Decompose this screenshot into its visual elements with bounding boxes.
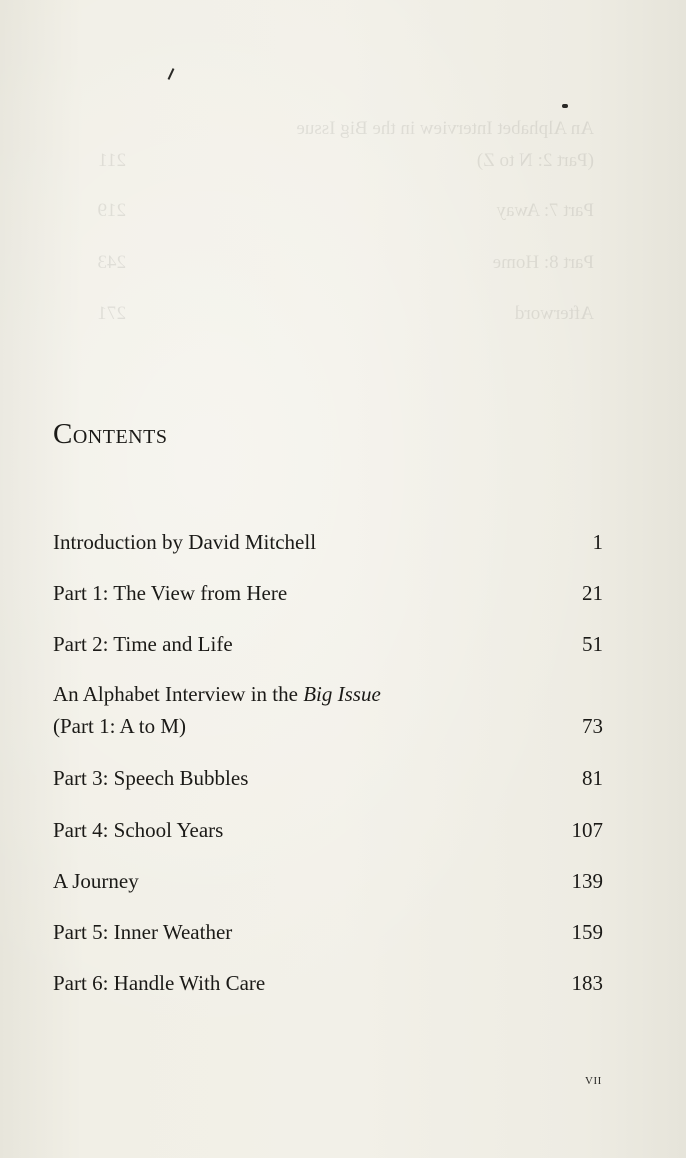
toc-entry-page: 183 xyxy=(571,971,603,995)
toc-entry-page: 159 xyxy=(571,920,603,944)
toc-entry-title: Part 6: Handle With Care xyxy=(53,971,266,995)
toc-entry-title: Part 2: Time and Life xyxy=(53,632,233,656)
toc-entry xyxy=(53,678,603,742)
toc-entry-title: Part 1: The View from Here xyxy=(53,581,288,605)
toc-entry xyxy=(53,967,603,999)
ink-speck xyxy=(168,68,175,80)
ink-speck xyxy=(562,104,568,108)
toc-entry-title: An Alphabet Interview in the xyxy=(53,682,304,706)
show-through-text: An Alphabet Interview in the Big Issue (Part 2: N to Z) 211 Part 7: Away 219 Part 8: Home 243 Afterword 271 xyxy=(97,118,594,324)
toc-entry-title-emphasis: Big Issue xyxy=(303,682,381,706)
toc-entry-title: Part 3: Speech Bubbles xyxy=(53,766,249,790)
toc-entry-title: Introduction by David Mitchell xyxy=(53,530,317,554)
toc-entry xyxy=(53,526,603,558)
toc-entry xyxy=(53,916,603,948)
toc-entry-title: A Journey xyxy=(53,869,139,893)
toc-entry-title-line1 xyxy=(53,678,603,710)
toc-entry-page: 81 xyxy=(582,766,603,790)
toc-entry-page: 1 xyxy=(592,530,603,554)
toc-entry xyxy=(53,577,603,609)
toc-entry-page: 51 xyxy=(582,632,603,656)
toc-entry-page: 21 xyxy=(582,581,603,605)
toc-entry xyxy=(53,762,603,794)
page-folio: VII xyxy=(585,1075,602,1087)
toc-entry-page: 73 xyxy=(582,714,603,738)
toc-entry xyxy=(53,814,603,846)
contents-heading: Contents xyxy=(53,418,168,450)
toc-entry xyxy=(53,628,603,660)
toc-entry-title: Part 4: School Years xyxy=(53,818,224,842)
toc-entry xyxy=(53,865,603,897)
toc-entry-page: 139 xyxy=(571,869,603,893)
toc-entry-page: 107 xyxy=(571,818,603,842)
toc-entry-title: Part 5: Inner Weather xyxy=(53,920,233,944)
toc-entry-title-line2: (Part 1: A to M) xyxy=(53,714,187,738)
